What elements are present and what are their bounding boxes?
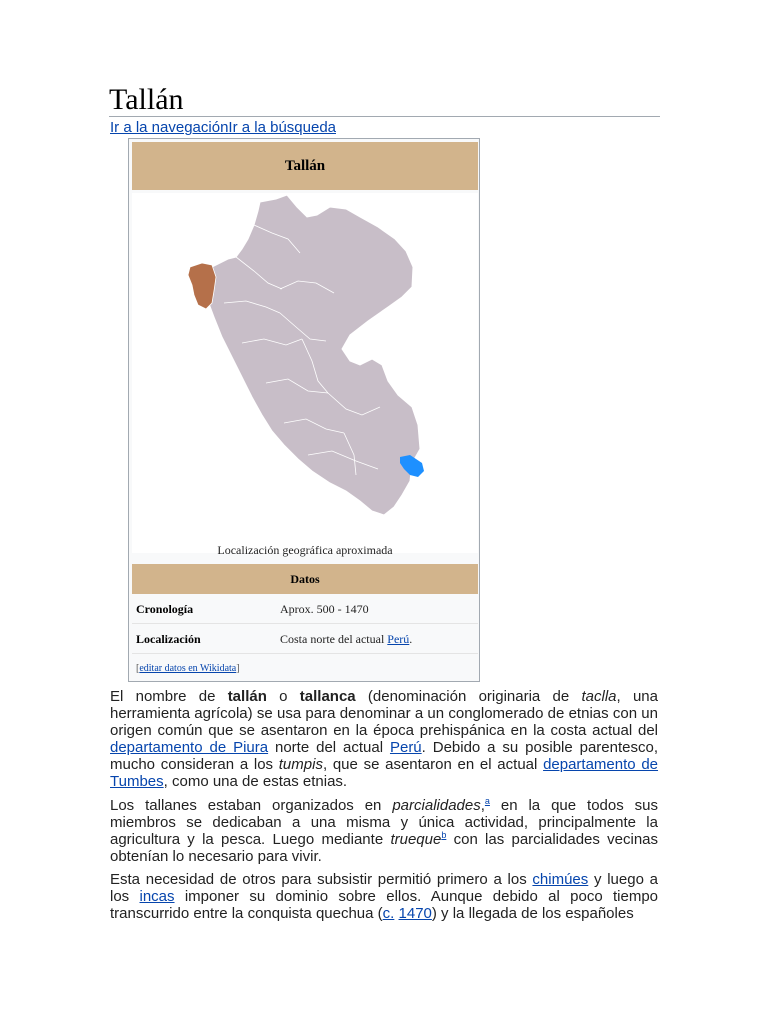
link-1470[interactable]: 1470 <box>398 905 432 922</box>
peru-territory-shape <box>194 195 420 515</box>
link-incas[interactable]: incas <box>139 888 175 905</box>
map-caption: Localización geográfica aproximada <box>217 543 393 557</box>
link-peru[interactable]: Perú <box>389 739 422 756</box>
text: imponer su dominio sobre ellos. Aunque debido al poco tiempo transcurrido entre la conquista quechua ( <box>110 888 658 922</box>
text: ) y la llegada de los españoles <box>431 905 634 922</box>
infobox-value: Aprox. 500 - 1470 <box>280 602 369 616</box>
italic-term: trueque <box>390 831 442 848</box>
text: Los tallanes estaban organizados en <box>110 797 393 814</box>
jump-to-navigation-link[interactable]: Ir a la navegación <box>110 119 229 136</box>
jump-to-search-link[interactable]: Ir a la búsqueda <box>228 119 336 136</box>
value-text: . <box>409 632 413 646</box>
bracket: ] <box>236 663 240 674</box>
infobox-value <box>280 632 412 647</box>
text: Esta necesidad de otros para subsistir permitió primero a los <box>110 871 533 888</box>
text: . Debido a su posible parentesco, mucho consideran a los <box>110 739 658 773</box>
footnote-b-link[interactable]: b <box>441 830 447 840</box>
text: , una herramienta agrícola) se usa para denominar a un conglomerado de etnias con un origen común que se asentaron en la época prehispánica en la costa actual del <box>110 688 658 739</box>
paragraph-1 <box>110 688 658 790</box>
text: El nombre de <box>110 688 228 705</box>
paragraph-2 <box>110 797 658 865</box>
page-title: Tallán <box>109 83 184 116</box>
tallan-region-highlight <box>188 263 216 309</box>
italic-term: taclla <box>581 688 617 705</box>
jump-links <box>110 119 336 137</box>
infobox-row-localizacion <box>132 627 478 654</box>
infobox <box>128 138 480 682</box>
text: , <box>480 797 485 814</box>
italic-term: parcialidades <box>392 797 481 814</box>
text: (denominación originaria de <box>355 688 582 705</box>
bold-term: tallanca <box>299 688 356 705</box>
text: con las parcialidades vecinas obtenían lo necesario para vivir. <box>110 831 659 865</box>
peru-link[interactable]: Perú <box>387 632 410 646</box>
italic-term: tumpis <box>278 756 323 773</box>
text: , como una de estas etnias. <box>163 773 348 790</box>
infobox-row-cronologia <box>132 597 478 624</box>
title-divider <box>109 116 660 117</box>
link-chimues[interactable]: chimúes <box>532 871 589 888</box>
link-circa[interactable]: c. <box>382 905 395 922</box>
link-departamento-piura[interactable]: departamento de Piura <box>110 739 269 756</box>
infobox-label: Localización <box>136 632 201 646</box>
infobox-section-header: Datos <box>132 564 478 594</box>
text: en la que todos sus miembros se dedicaban a una misma y única actividad, principalmente la agricultura y la pesca. Luego mediante <box>110 797 659 848</box>
value-text: Costa norte del actual <box>280 632 388 646</box>
edit-wikidata-link[interactable]: editar datos en Wikidata <box>139 663 237 674</box>
text: , que se asentaron en el actual <box>322 756 544 773</box>
paragraph-3 <box>110 871 658 922</box>
text: norte del actual <box>268 739 390 756</box>
footnote-a-link[interactable]: a <box>484 796 490 806</box>
peru-location-map[interactable] <box>184 193 428 519</box>
text: o <box>266 688 300 705</box>
infobox-map-area <box>132 193 478 553</box>
infobox-title: Tallán <box>132 142 478 190</box>
link-departamento-tumbes[interactable]: departamento de Tumbes <box>110 756 659 790</box>
infobox-label: Cronología <box>136 602 194 616</box>
bracket: [ <box>136 663 140 674</box>
bold-term: tallán <box>227 688 267 705</box>
wikidata-edit <box>136 663 240 674</box>
text: y luego a los <box>110 871 658 905</box>
